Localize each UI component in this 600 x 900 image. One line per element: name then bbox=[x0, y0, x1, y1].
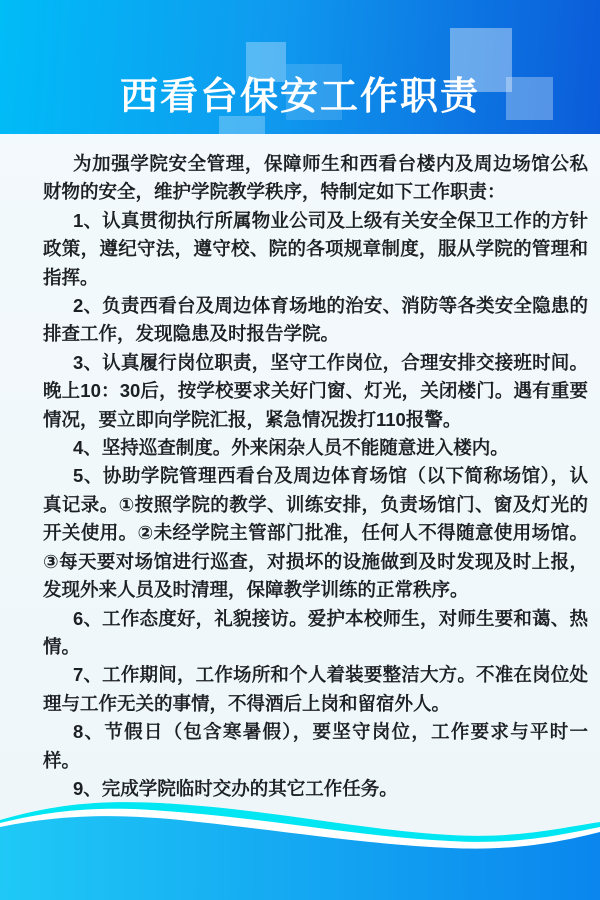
duty-item: 1、认真贯彻执行所属物业公司及上级有关安全保卫工作的方针政策，遵纪守法，遵守校、院的各项规章制度，服从学院的管理和指挥。 bbox=[43, 209, 588, 288]
duty-item: 7、工作期间，工作场所和个人着装要整洁大方。不准在岗位处理与工作无关的事情，不得酒后上岗和留宿外人。 bbox=[43, 664, 588, 714]
duty-item: 8、节假日（包含寒暑假），要坚守岗位，工作要求与平时一样。 bbox=[43, 721, 588, 771]
document-body bbox=[43, 150, 588, 803]
header-banner bbox=[0, 0, 600, 134]
intro-paragraph: 为加强学院安全管理，保障师生和西看台楼内及周边场馆公私财物的安全，维护学院教学秩序，特制定如下工作职责： bbox=[43, 153, 588, 203]
duty-item: 9、完成学院临时交办的其它工作任务。 bbox=[73, 777, 398, 799]
duty-item: 5、协助学院管理西看台及周边体育场馆（以下简称场馆），认真记录。①按照学院的教学、训练安排，负责场馆门、窗及灯光的开关使用。②未经学院主管部门批准，任何人不得随意使用场馆。③每天要对场馆进行巡查，对损坏的设施做到及时发现及时上报，发现外来人员及时清理，保障教学训练的正常秩序。 bbox=[43, 465, 588, 601]
duty-list bbox=[43, 207, 588, 804]
duty-item: 6、工作态度好，礼貌接访。爱护本校师生，对师生要和蔼、热情。 bbox=[43, 607, 588, 657]
duty-item: 3、认真履行岗位职责，坚守工作岗位，合理安排交接班时间。晚上10：30后，按学校要求关好门窗、灯光，关闭楼门。遇有重要情况，要立即向学院汇报，紧急情况拨打110报警。 bbox=[43, 351, 588, 430]
poster-title: 西看台保安工作职责 bbox=[119, 76, 480, 118]
duty-item: 4、坚持巡查制度。外来闲杂人员不能随意进入楼内。 bbox=[73, 437, 509, 459]
decor-square bbox=[219, 116, 265, 134]
duty-item: 2、负责西看台及周边体育场地的治安、消防等各类安全隐患的排查工作，发现隐患及时报告学院。 bbox=[43, 295, 588, 345]
